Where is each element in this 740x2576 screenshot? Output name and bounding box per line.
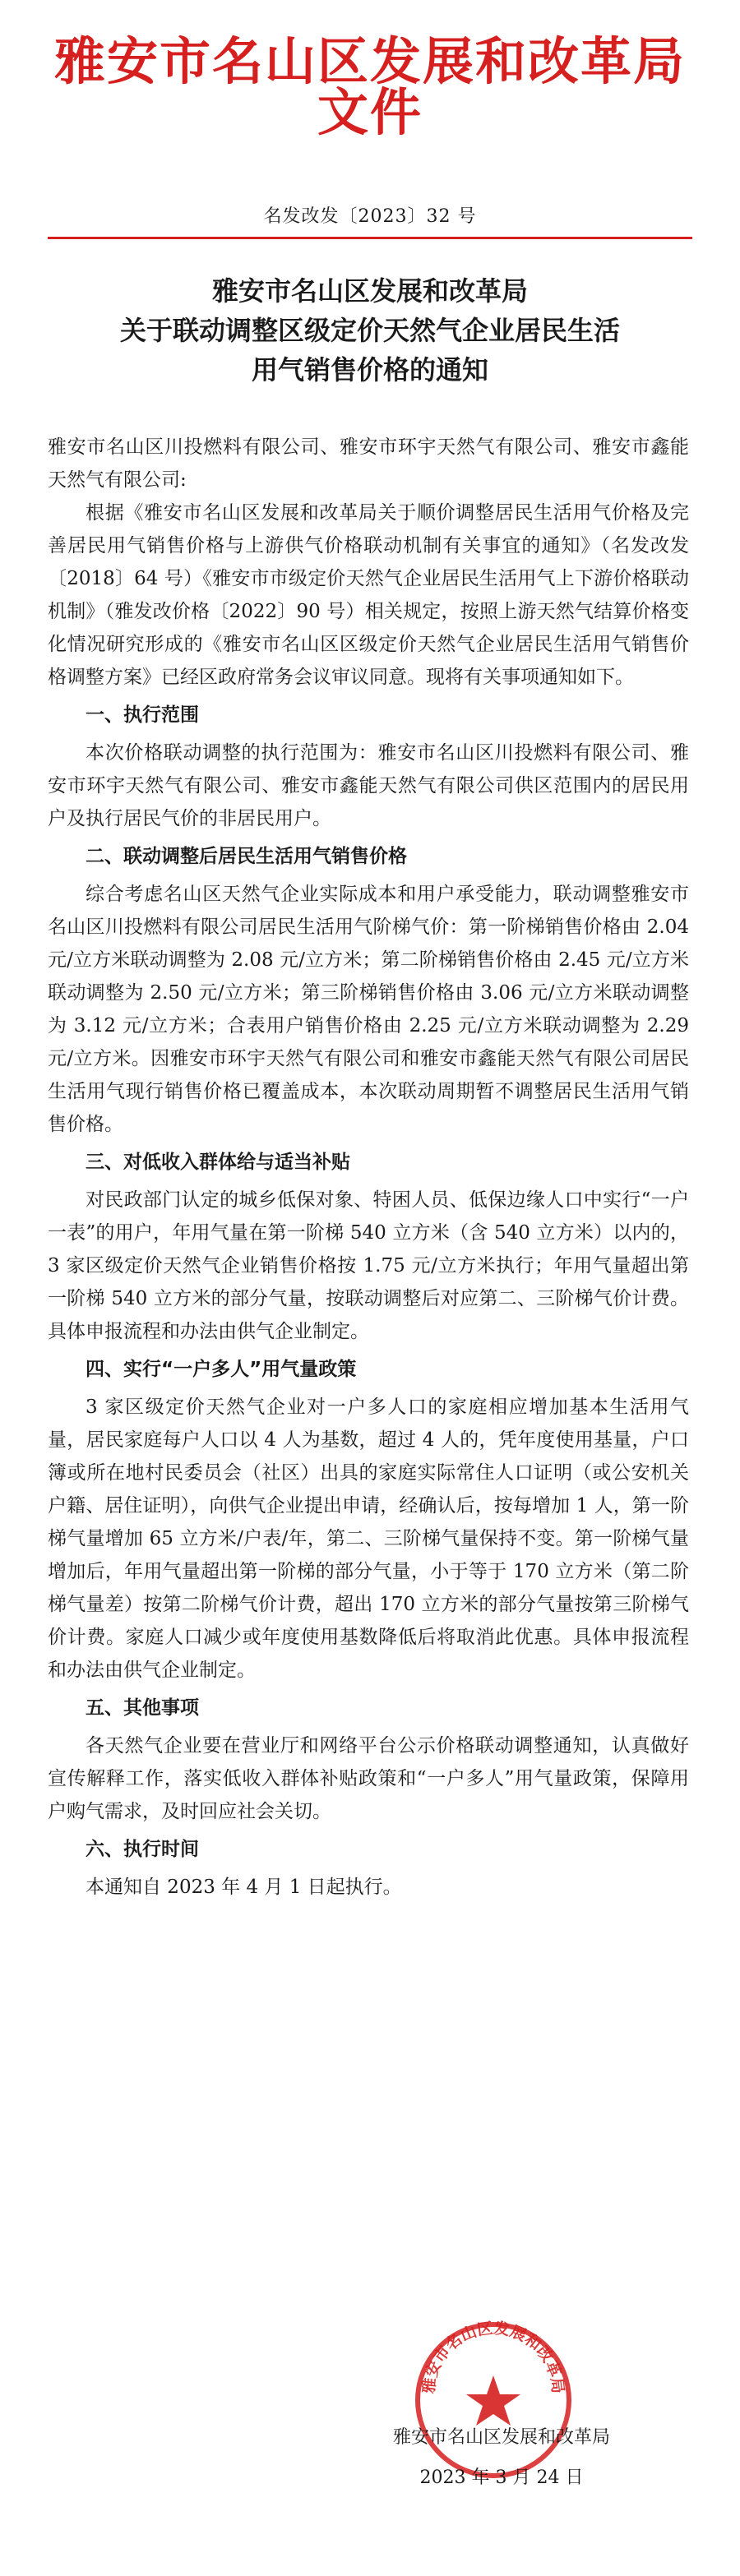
section-heading-multi-person: 四、实行“一户多人”用气量政策: [86, 1359, 357, 1380]
section-paragraph-prices: 综合考虑名山区天然气企业实际成本和用户承受能力，联动调整雅安市名山区川投燃料有限公司居民生活用气阶梯气价：第一阶梯销售价格由 2.04 元/立方米联动调整为 2.08 元/立方米；第二阶梯销售价格由 2.45 元/立方米联动调整为 2.50 元/立方米；第三阶梯销售价格由 3.06 元/立方米联动调整为 3.12 元/立方米；合表用户销售价格由 2.25 元/立方米联动调整为 2.29 元/立方米。因雅安市环宇天然气有限公司和雅安市鑫能天然气有限公司居民生活用气现行销售价格已覆盖成本，本次联动周期暂不调整居民生活用气销售价格。: [48, 884, 689, 1135]
section-paragraph-multi-person: 3 家区级定价天然气企业对一户多人口的家庭相应增加基本生活用气量，居民家庭每户人口以 4 人为基数，超过 4 人的，凭年度使用基量，户口簿或所在地村民委员会（社区）出具的家庭实际常住人口证明（或公安机关户籍、居住证明），向供气企业提出申请，经确认后，按每增加 1 人，第一阶梯气量增加 65 立方米/户表/年，第二、三阶梯气量保持不变。第一阶梯气量增加后，年用气量超出第一阶梯的部分气量，小于等于 170 立方米（第二阶梯气量差）按第二阶梯气价计费，超出 170 立方米的部分气量按第三阶梯气价计费。家庭人口减少或年度使用基数降低后将取消此优惠。具体申报流程和办法由供气企业制定。: [48, 1396, 689, 1681]
document-number: 名发改发〔2023〕32 号: [263, 206, 477, 227]
seal-text: 雅安市名山区发展和改革局: [419, 2319, 567, 2395]
official-seal-icon: [411, 2318, 576, 2482]
document-body: [48, 431, 689, 1904]
addressee-line: 雅安市名山区川投燃料有限公司、雅安市环宇天然气有限公司、雅安市鑫能天然气有限公司:: [48, 436, 689, 491]
section-heading-effective-date: 六、执行时间: [86, 1839, 199, 1860]
section-paragraph-scope: 本次价格联动调整的执行范围为：雅安市名山区川投燃料有限公司、雅安市环宇天然气有限公司、雅安市鑫能天然气有限公司供区范围内的居民用户及执行居民气价的非居民用户。: [48, 742, 689, 829]
section-heading-scope: 一、执行范围: [86, 704, 199, 726]
intro-paragraph: 根据《雅安市名山区发展和改革局关于顺价调整居民生活用气价格及完善居民用气销售价格与上游供气价格联动机制有关事宜的通知》（名发改发〔2018〕64 号）《雅安市市级定价天然气企业居民生活用气上下游价格联动机制》（雅发改价格〔2022〕90 号）相关规定，按照上游天然气结算价格变化情况研究形成的《雅安市名山区区级定价天然气企业居民生活用气销售价格调整方案》已经区政府常务会议审议同意。现将有关事项通知如下。: [48, 502, 689, 688]
signature-organization: 雅安市名山区发展和改革局: [392, 2427, 610, 2448]
section-paragraph-subsidy: 对民政部门认定的城乡低保对象、特困人员、低保边缘人口中实行“一户一表”的用户，年用气量在第一阶梯 540 立方米（含 540 立方米）以内的，3 家区级定价天然气企业销售价格按 1.75 元/立方米执行；年用气量超出第一阶梯 540 立方米的部分气量，按联动调整后对应第二、三阶梯气价计费。具体申报流程和办法由供气企业制定。: [48, 1189, 689, 1342]
section-paragraph-other: 各天然气企业要在营业厅和网络平台公示价格联动调整通知，认真做好宣传解释工作，落实低收入群体补贴政策和“一户多人”用气量政策，保障用户购气需求，及时回应社会关切。: [48, 1735, 689, 1822]
red-separator-rule: [48, 237, 692, 239]
title-line-3: 用气销售价格的通知: [251, 354, 488, 385]
section-paragraph-effective-date: 本通知自 2023 年 4 月 1 日起执行。: [86, 1877, 402, 1898]
title-line-1: 雅安市名山区发展和改革局: [211, 275, 528, 307]
signature-date: 2023 年 3 月 24 日: [419, 2468, 584, 2488]
section-heading-other: 五、其他事项: [86, 1697, 199, 1719]
title-line-2: 关于联动调整区级定价天然气企业居民生活: [119, 315, 620, 346]
document-masthead: 雅安市名山区发展和改革局文件: [53, 31, 686, 142]
section-heading-subsidy: 三、对低收入群体给与适当补贴: [86, 1152, 350, 1173]
section-heading-prices: 二、联动调整后居民生活用气销售价格: [86, 846, 407, 867]
document-title: [49, 271, 691, 390]
